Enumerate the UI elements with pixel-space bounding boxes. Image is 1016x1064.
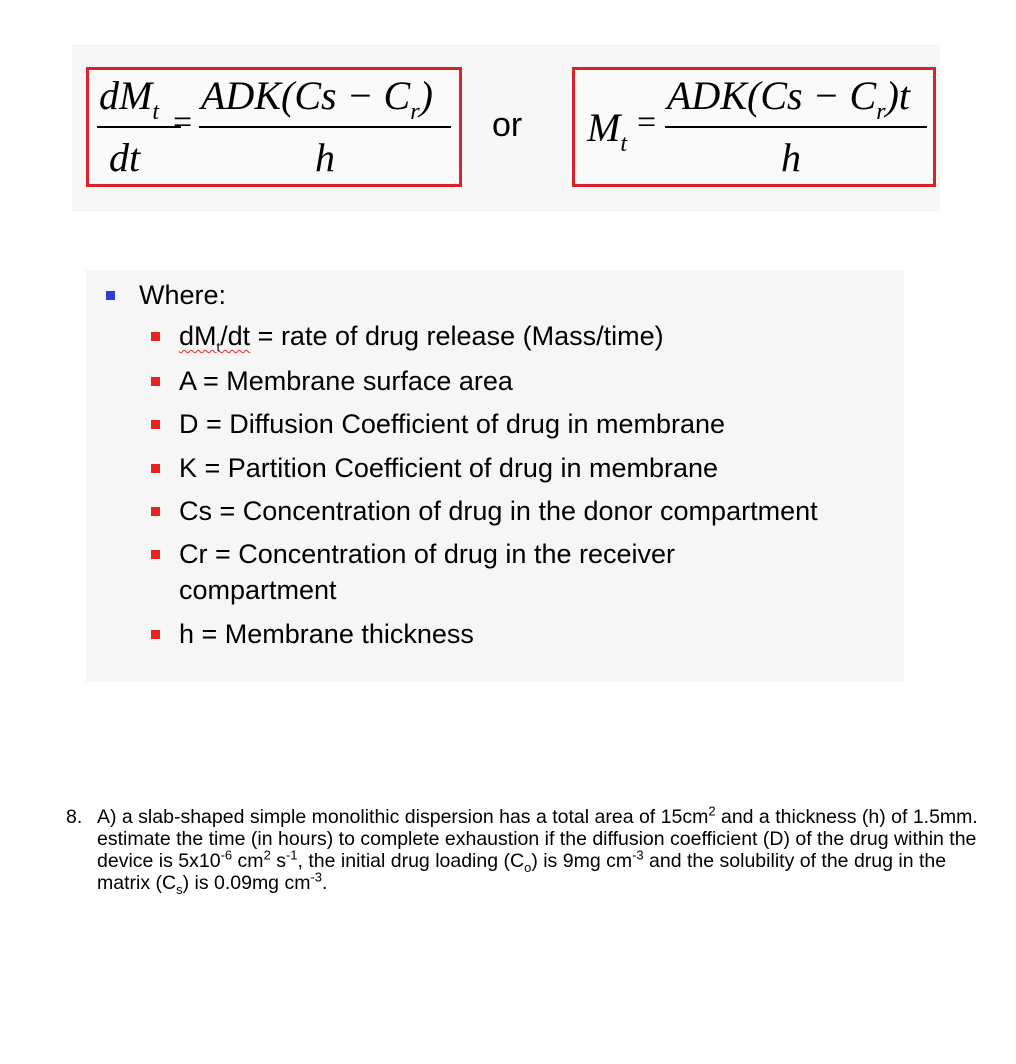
equation-box-rate	[86, 67, 462, 187]
definition-bullet	[151, 332, 160, 341]
eq1-rhs-fraction-bar	[199, 126, 451, 128]
eq1-lhs-denominator: dt	[109, 135, 141, 180]
definition-bullet	[151, 550, 160, 559]
eq2-equals: =	[637, 104, 657, 141]
definition-donor: Cs = Concentration of drug in the donor compartment	[179, 496, 818, 526]
eq2-rhs-fraction-bar	[665, 126, 927, 128]
definition-bullet	[151, 630, 160, 639]
definition-partition: K = Partition Coefficient of drug in membrane	[179, 453, 719, 483]
definition-area: A = Membrane surface area	[179, 366, 513, 396]
problem-body: A) a slab-shaped simple monolithic dispersion has a total area of $15cm^2$ and a thickness (h) of 1.5mm. estimate the time (in hours) to complete exhaustion if the diffusion coefficient (D) of the drug within the device is $5x10^{-6}$ $cm^2$ $s^{-1}$, the initial drug loading $(C_o)$ is 9mg $cm^{-3}$ and the solubility of the drug in the matrix $(C_s)$ is 0.09mg $cm^{-3}$.	[97, 803, 978, 897]
definition-thickness: h = Membrane thickness	[179, 619, 474, 649]
definition-receiver: Cr = Concentration of drug in the receiver	[179, 539, 676, 569]
eq1-rhs-denominator: h	[315, 135, 335, 180]
eq2-lhs: $M_t$	[587, 105, 627, 157]
definition-receiver-continued: compartment	[179, 575, 337, 605]
eq2-rhs-numerator: $ADK(Cs - C_r)t$	[667, 73, 911, 125]
eq2-rhs-denominator: h	[781, 135, 801, 180]
definition-bullet	[151, 420, 160, 429]
where-bullet	[106, 291, 115, 300]
or-label: or	[492, 106, 523, 144]
equation-box-mass	[572, 67, 936, 187]
definition-bullet	[151, 507, 160, 516]
problem-statement	[66, 803, 986, 897]
definition-bullet	[151, 377, 160, 386]
definition-diffusion: D = Diffusion Coefficient of drug in membrane	[179, 409, 726, 439]
where-label: Where:	[139, 280, 227, 310]
definition-rate: $dM_t/dt$ = rate of drug release (Mass/time)	[179, 321, 664, 355]
eq1-lhs-fraction-bar	[97, 126, 181, 128]
definition-bullet	[151, 464, 160, 473]
eq1-equals: =	[173, 104, 193, 141]
problem-number: 8.	[66, 806, 83, 828]
eq1-lhs-numerator: $dM_t$	[99, 73, 159, 125]
eq1-rhs-numerator: $ADK(Cs - C_r)$	[201, 73, 433, 125]
